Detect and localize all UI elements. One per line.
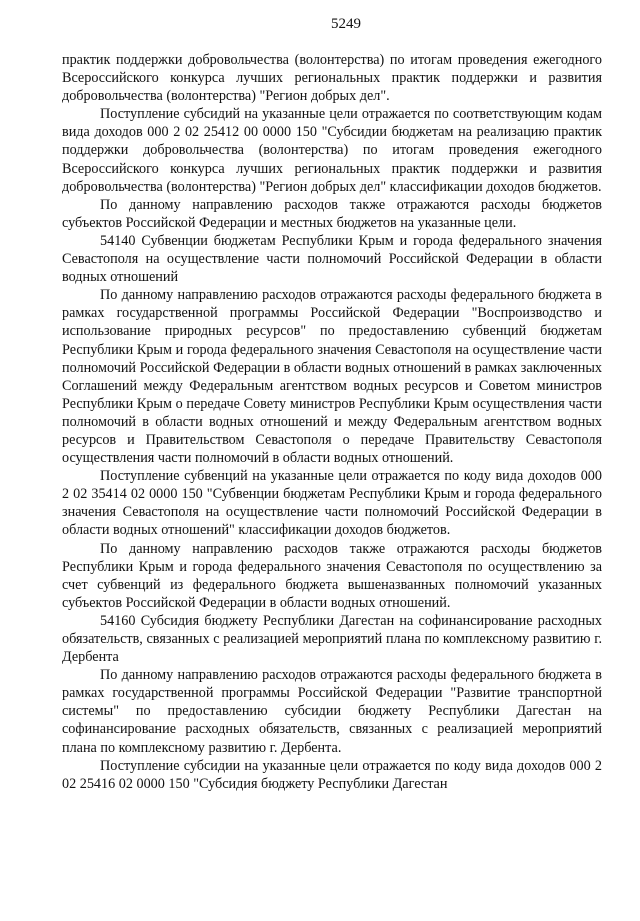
paragraph-54140-expenses: По данному направлению расходов отражаются расходы федерального бюджета в рамках государственной программы Российской Федерации "Воспроизводство и использование природных ресурсов" по предоставлению субвенций бюджетам Республики Крым и города федерального значения Севастополя на осуществление части полномочий Российской Федерации в области водных отношений в рамках заключенных Соглашений между Федеральным агентством водных ресурсов и Советом министров Республики Крым о передаче Совету министров Республики Крым осуществления части полномочий в области водных отношений и между Федеральным агентством водных ресурсов и Правительством Севастополя о передаче Правительству Севастополя осуществления части полномочий в области водных отношений.	[62, 287, 602, 467]
page-number: 5249	[331, 16, 361, 32]
paragraph-54160-receipt: Поступление субсидии на указанные цели отражается по коду вида доходов 000 2 02 25416 02 0000 150 "Субсидия бюджету Республики Дагестан	[62, 757, 602, 792]
section-heading-54160: 54160 Субсидия бюджету Республики Дагестан на софинансирование расходных обязательств, связанных с реализацией мероприятий плана по комплексному развитию г. Дербента	[62, 612, 602, 666]
section-heading-54140: 54140 Субвенции бюджетам Республики Крым и города федерального значения Севастополя на осуществление части полномочий Российской Федерации в области водных отношений	[62, 232, 602, 286]
paragraph-54160-expenses: По данному направлению расходов отражаются расходы федерального бюджета в рамках государственной программы Российской Федерации "Развитие транспортной системы" по предоставлению субсидии бюджету Республики Дагестан на софинансирование расходных обязательств, связанных с реализацией мероприятий плана по комплексному развитию г. Дербента.	[62, 667, 602, 756]
paragraph-continuation: практик поддержки добровольчества (волонтерства) по итогам проведения ежегодного Всероссийского конкурса лучших региональных практик поддержки и развития добровольчества (волонтерства) "Регион добрых дел".	[62, 52, 602, 105]
paragraph-subsidy-receipt: Поступление субсидий на указанные цели отражается по соответствующим кодам вида доходов 000 2 02 25412 00 0000 150 "Субсидии бюджетам на реализацию практик поддержки добровольчества (волонтерства) по итогам проведения ежегодного Всероссийского конкурса лучших региональных практик поддержки и развития добровольчества (волонтерства) "Регион добрых дел" классификации доходов бюджетов.	[62, 106, 602, 195]
paragraph-54140-regional: По данному направлению расходов также отражаются расходы бюджетов Республики Крым и города федерального значения Севастополя по осуществлению за счет субвенций из федерального бюджета вышеназванных полномочий указанных субъектов Российской Федерации в области водных отношений.	[62, 540, 602, 611]
paragraph-54140-receipt: Поступление субвенций на указанные цели отражается по коду вида доходов 000 2 02 35414 02 0000 150 "Субвенции бюджетам Республики Крым и города федерального значения Севастополя на осуществление части полномочий Российской Федерации в области водных отношений" классификации доходов бюджетов.	[62, 468, 602, 539]
paragraph-regional-expenses: По данному направлению расходов также отражаются расходы бюджетов субъектов Российской Федерации и местных бюджетов на указанные цели.	[62, 196, 602, 231]
